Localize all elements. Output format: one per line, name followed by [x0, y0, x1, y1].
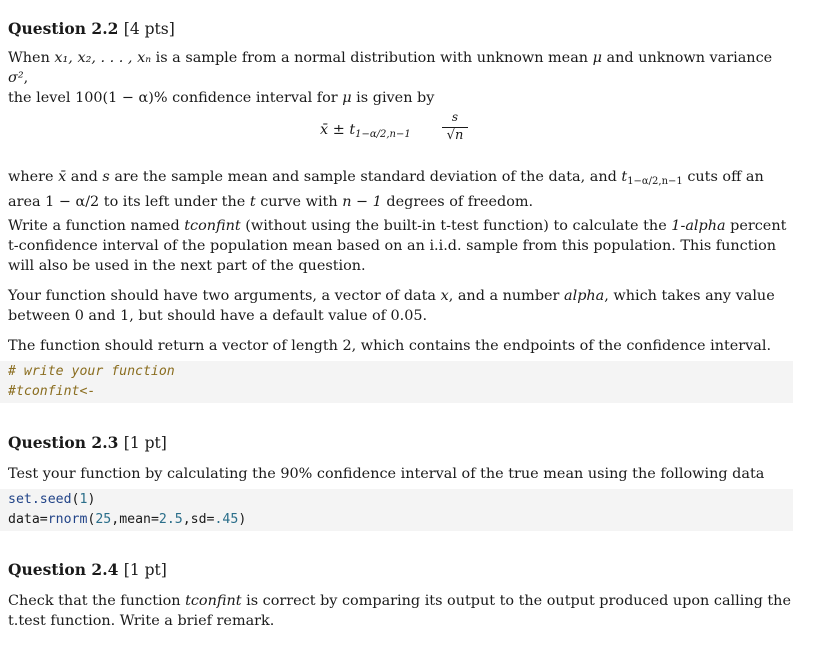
- code-block-tconfint[interactable]: [0, 361, 793, 403]
- code-block-data[interactable]: [0, 489, 793, 531]
- question-2-2-return: [8, 336, 792, 356]
- question-2-4-text: [8, 591, 792, 631]
- question-2-4-line-2: t.test function. Write a brief remark.: [8, 613, 275, 629]
- points-label: [1 pt]: [123, 434, 167, 452]
- instructions-line-2: t-confidence interval of the population mean based on an i.i.d. sample from this population. This function: [8, 238, 777, 254]
- intro-line-1: When x₁, x₂, . . . , xₙ is a sample from a normal distribution with unknown mean μ and unknown variance σ²,: [8, 50, 773, 86]
- question-2-2-instructions: [8, 216, 792, 276]
- formula-denominator: √n: [446, 128, 464, 143]
- question-2-3-heading: [8, 433, 792, 453]
- code-line-set-seed: set.seed(1): [8, 492, 96, 507]
- return-line: The function should return a vector of length 2, which contains the endpoints of the confidence interval.: [8, 338, 772, 354]
- instructions-line-3: will also be used in the next part of the question.: [8, 258, 366, 274]
- points-label: [1 pt]: [123, 561, 167, 579]
- where-line-1: where x̄ and s are the sample mean and sample standard deviation of the data, and $t_{1-\alpha/2,n-1}$ cuts off an: [8, 169, 764, 187]
- question-2-3-text: [8, 464, 792, 484]
- question-2-2-heading: [8, 19, 792, 39]
- code-line-rnorm: data=rnorm(25,mean=2.5,sd=.45): [8, 512, 247, 527]
- confidence-interval-formula: [320, 110, 520, 156]
- question-2-2-arguments: [8, 286, 792, 326]
- question-2-3-line: Test your function by calculating the 90% confidence interval of the true mean using the following data: [8, 466, 765, 482]
- intro-line-2: the level 100(1 − α)% confidence interval for μ is given by: [8, 90, 435, 106]
- question-2-2-where: [8, 167, 792, 212]
- question-title: Question 2.4: [8, 560, 119, 579]
- formula-lhs: x̄ ± $t_{1-\alpha/2,n-1}$: [320, 122, 411, 140]
- code-comment-line-1: # write your function: [8, 364, 175, 379]
- where-line-2: area 1 − α/2 to its left under the t curve with n − 1 degrees of freedom.: [8, 194, 534, 210]
- question-title: Question 2.2: [8, 19, 119, 38]
- arguments-line-1: Your function should have two arguments, a vector of data x, and a number alpha, which takes any value: [8, 288, 775, 304]
- points-label: [4 pts]: [123, 20, 175, 38]
- question-title: Question 2.3: [8, 433, 119, 452]
- arguments-line-2: between 0 and 1, but should have a default value of 0.05.: [8, 308, 428, 324]
- question-2-4-line-1: Check that the function tconfint is correct by comparing its output to the output produced upon calling the: [8, 593, 791, 609]
- code-comment-line-2: #tconfint<-: [8, 384, 96, 399]
- question-2-4-heading: [8, 560, 792, 580]
- instructions-line-1: Write a function named tconfint (without using the built-in t-test function) to calculate the 1-alpha percent: [8, 218, 787, 234]
- question-2-2-intro: [8, 48, 792, 108]
- formula-numerator: s: [451, 110, 459, 124]
